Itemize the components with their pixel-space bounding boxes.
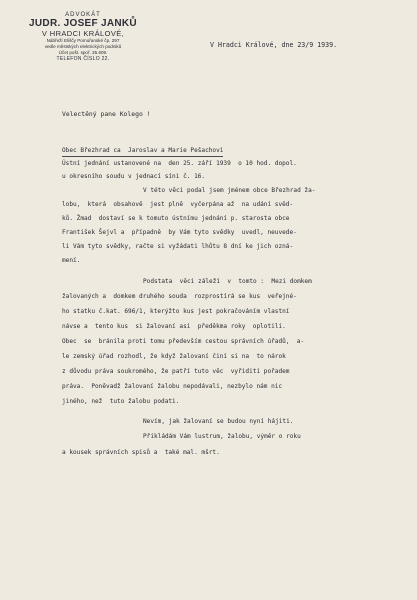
body-line: li Vám tyto svědky, račte si vyžádati lhůtu 8 dní ke jich ozná-	[62, 243, 294, 250]
letterhead-city: V HRADCI KRÁLOVÉ,	[41, 29, 125, 38]
letterhead-title: ADVOKÁT	[65, 12, 101, 18]
subject-line: Obec Březhrad ca Jaroslav a Marie Pešachovi	[62, 147, 223, 157]
body-line: Přikládám Vám lustrum, žalobu, výměr o roku	[143, 433, 301, 440]
body-line: Ústní jednání ustanovené na den 25. září 1939 o 10 hod. dopol.	[62, 160, 297, 167]
body-line: práva. Poněvadž žalovaní žalobu nepodávali, nezbylo nám nic	[62, 383, 283, 390]
letterhead	[22, 12, 144, 63]
letterhead-address: Nábřeží Eliščy Pomořanské čp. 297	[46, 38, 120, 43]
place-date: V Hradci Králové, dne 23/9 1939.	[210, 41, 338, 49]
body-line: Nevím, jak žalovaní se budou nyní hájiti.	[143, 418, 294, 425]
letterhead-phone: TELEFON ČÍSLO 22.	[56, 56, 110, 62]
body-line: u okresního soudu v jednací síni č. 16.	[62, 173, 206, 180]
body-line: lobu, která obsahově jest plně vyčerpána až na udání svěd-	[62, 201, 294, 208]
letterhead-name: JUDR. JOSEF JANKŮ	[29, 18, 137, 29]
body-line: Podstata věci záleží v tomto : Mezi domkem	[143, 278, 312, 285]
body-line: ků. Žmad dostaví se k tomuto ústnímu jednání p. starosta obce	[62, 215, 290, 222]
body-line: z důvodu práva soukromého, že patří tuto věc vyřiditi pořadem	[62, 368, 290, 375]
body-line: žalovaných a domkem druhého souda rozprostírá se kus veřejné-	[62, 293, 297, 300]
body-line: jiného, než tuto žalobu podati.	[62, 398, 180, 405]
salutation: Velectěný pane Kolego !	[62, 110, 151, 118]
body-line: návse a tento kus si žalovaní asi předěkma roky oplotili.	[62, 323, 286, 330]
body-line: le zemský úřad rozhodl, že když žalovaní činí si na to nárok	[62, 353, 286, 360]
body-line: František Šejvl a případně by Vám tyto svědky uvedl, neuvede-	[62, 229, 297, 236]
body-line: ho statku č.kat. 696/1, kterýžto kus jest pokračováním vlastní	[62, 308, 290, 315]
letterhead-account: Účet pošt. spoř. 35.609.	[58, 50, 108, 55]
body-line: V této věci podal jsem jménem obce Březhrad ža-	[143, 187, 316, 194]
body-line: a kousek správních spisů a také mal. mšrt.	[62, 449, 220, 456]
body-line: Obec se bránila proti tomu především cestou správních úřadů, a-	[62, 338, 305, 345]
body-line: mení.	[62, 257, 81, 264]
letterhead-address-note: vedle městských elektrických podniků	[44, 44, 122, 49]
